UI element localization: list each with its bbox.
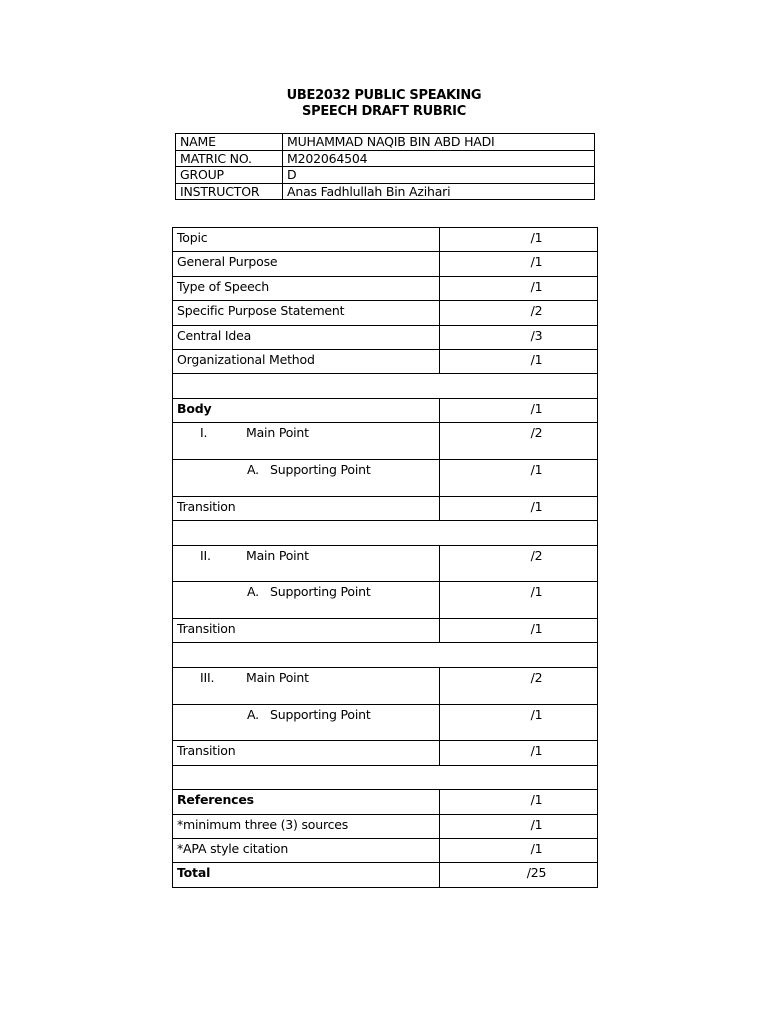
info-label: MATRIC NO. bbox=[176, 150, 283, 167]
total-score: /25 bbox=[440, 863, 598, 887]
supporting-point-text: Supporting Point bbox=[270, 584, 371, 600]
roman-numeral: III. bbox=[200, 669, 215, 685]
rubric-row-supporting-point-1 bbox=[173, 459, 598, 496]
rubric-row-main-point-3 bbox=[173, 667, 598, 704]
rubric-row-min-sources bbox=[173, 814, 598, 838]
rubric-table bbox=[172, 227, 598, 888]
criterion-score: /1 bbox=[440, 814, 598, 838]
criterion-score: /1 bbox=[440, 839, 598, 863]
roman-numeral: II. bbox=[200, 547, 211, 563]
criterion-label: Central Idea bbox=[173, 325, 440, 349]
student-info-table bbox=[175, 133, 595, 200]
rubric-row-supporting-point-2 bbox=[173, 582, 598, 619]
criterion-label: *minimum three (3) sources bbox=[173, 814, 440, 838]
info-label: NAME bbox=[176, 134, 283, 151]
main-point-text: Main Point bbox=[246, 669, 309, 685]
criterion-label: *APA style citation bbox=[173, 839, 440, 863]
main-point-label bbox=[173, 667, 440, 704]
transition-label: Transition bbox=[173, 741, 440, 765]
criterion-score: /1 bbox=[440, 459, 598, 496]
criterion-score: /1 bbox=[440, 496, 598, 520]
rubric-row-apa bbox=[173, 839, 598, 863]
criterion-score: /1 bbox=[440, 704, 598, 741]
info-value: Anas Fadhlullah Bin Azihari bbox=[283, 183, 595, 200]
total-label: Total bbox=[173, 863, 440, 887]
info-row-group bbox=[176, 167, 595, 184]
document-title: UBE2032 PUBLIC SPEAKING bbox=[286, 88, 482, 103]
supporting-point-text: Supporting Point bbox=[270, 461, 371, 477]
criterion-score: /1 bbox=[440, 741, 598, 765]
criterion-label: Specific Purpose Statement bbox=[173, 301, 440, 325]
rubric-row-supporting-point-3 bbox=[173, 704, 598, 741]
rubric-row-body bbox=[173, 398, 598, 422]
rubric-row-central-idea bbox=[173, 325, 598, 349]
main-point-label bbox=[173, 545, 440, 582]
section-heading: Body bbox=[173, 398, 440, 422]
rubric-row-topic bbox=[173, 228, 598, 252]
criterion-score: /2 bbox=[440, 545, 598, 582]
rubric-row-main-point-1 bbox=[173, 423, 598, 460]
criterion-score: /1 bbox=[440, 790, 598, 814]
info-label: GROUP bbox=[176, 167, 283, 184]
main-point-text: Main Point bbox=[246, 425, 309, 441]
criterion-label: Type of Speech bbox=[173, 276, 440, 300]
criterion-label: Topic bbox=[173, 228, 440, 252]
criterion-score: /2 bbox=[440, 423, 598, 460]
spacer-cell bbox=[173, 765, 598, 789]
spacer-row bbox=[173, 521, 598, 545]
criterion-score: /1 bbox=[440, 228, 598, 252]
info-value: D bbox=[283, 167, 595, 184]
transition-label: Transition bbox=[173, 496, 440, 520]
rubric-row-general-purpose bbox=[173, 252, 598, 276]
info-row-matric bbox=[176, 150, 595, 167]
criterion-score: /1 bbox=[440, 582, 598, 619]
spacer-cell bbox=[173, 374, 598, 398]
document-subtitle: SPEECH DRAFT RUBRIC bbox=[302, 104, 466, 119]
spacer-row bbox=[173, 765, 598, 789]
criterion-score: /3 bbox=[440, 325, 598, 349]
alpha-marker: A. bbox=[247, 461, 259, 477]
criterion-score: /2 bbox=[440, 667, 598, 704]
spacer-row bbox=[173, 374, 598, 398]
spacer-cell bbox=[173, 643, 598, 667]
info-value: MUHAMMAD NAQIB BIN ABD HADI bbox=[283, 134, 595, 151]
criterion-score: /1 bbox=[440, 619, 598, 643]
criterion-score: /2 bbox=[440, 301, 598, 325]
criterion-score: /1 bbox=[440, 349, 598, 373]
criterion-label: General Purpose bbox=[173, 252, 440, 276]
info-label: INSTRUCTOR bbox=[176, 183, 283, 200]
rubric-row-transition-1 bbox=[173, 496, 598, 520]
info-value: M202064504 bbox=[283, 150, 595, 167]
supporting-point-label bbox=[173, 582, 440, 619]
main-point-label bbox=[173, 423, 440, 460]
rubric-row-type-of-speech bbox=[173, 276, 598, 300]
main-point-text: Main Point bbox=[246, 547, 309, 563]
supporting-point-label bbox=[173, 704, 440, 741]
rubric-row-transition-3 bbox=[173, 741, 598, 765]
criterion-score: /1 bbox=[440, 252, 598, 276]
spacer-row bbox=[173, 643, 598, 667]
section-heading: References bbox=[173, 790, 440, 814]
rubric-row-organizational-method bbox=[173, 349, 598, 373]
rubric-row-total bbox=[173, 863, 598, 887]
roman-numeral: I. bbox=[200, 425, 208, 441]
alpha-marker: A. bbox=[247, 706, 259, 722]
alpha-marker: A. bbox=[247, 584, 259, 600]
spacer-cell bbox=[173, 521, 598, 545]
criterion-label: Organizational Method bbox=[173, 349, 440, 373]
criterion-score: /1 bbox=[440, 276, 598, 300]
criterion-score: /1 bbox=[440, 398, 598, 422]
rubric-row-main-point-2 bbox=[173, 545, 598, 582]
supporting-point-text: Supporting Point bbox=[270, 706, 371, 722]
rubric-row-references bbox=[173, 790, 598, 814]
info-row-instructor bbox=[176, 183, 595, 200]
transition-label: Transition bbox=[173, 619, 440, 643]
supporting-point-label bbox=[173, 459, 440, 496]
info-row-name bbox=[176, 134, 595, 151]
rubric-row-specific-purpose bbox=[173, 301, 598, 325]
rubric-row-transition-2 bbox=[173, 619, 598, 643]
